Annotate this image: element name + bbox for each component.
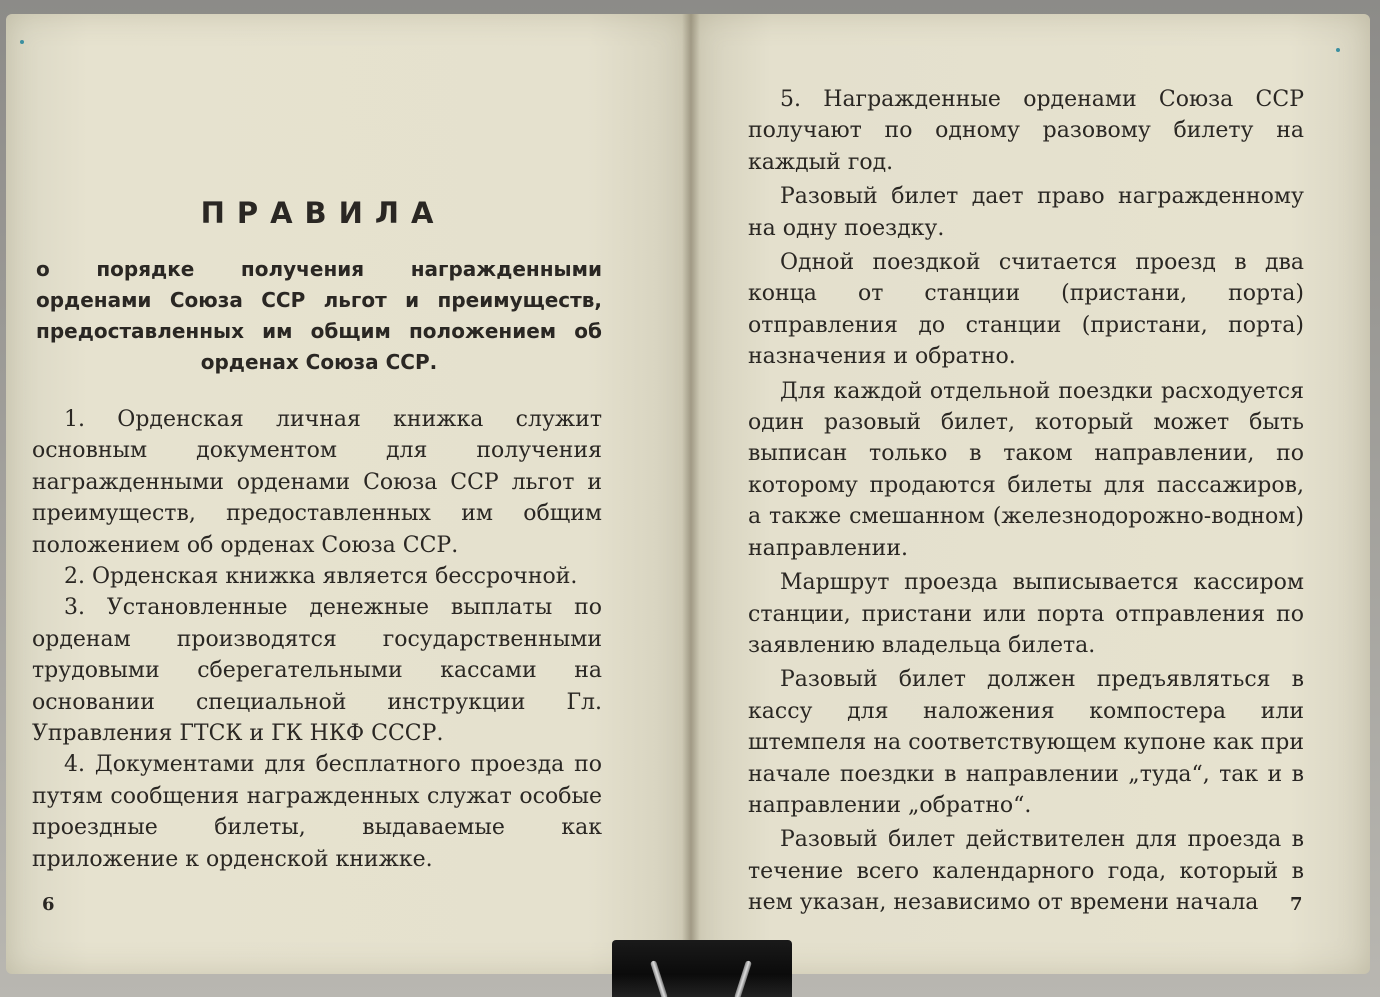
left-page-body [32, 404, 602, 875]
right-page [690, 14, 1370, 974]
paragraph: 5. Награжденные орденами Союза ССР получают по одному разовому билету на каждый год. [748, 87, 1304, 175]
ink-dot [20, 40, 24, 44]
paragraph: 2. Орденская книжка является бессрочной. [64, 564, 578, 590]
page-number-right: 7 [1290, 894, 1303, 915]
ink-dot [1336, 48, 1340, 52]
page-number-left: 6 [42, 894, 55, 915]
binder-clip [612, 940, 792, 997]
page-title: ПРАВИЛА [200, 196, 446, 230]
paragraph: 4. Документами для бесплатного проезда по путям сообщения награжденных служат особые проездные билеты, выдаваемые как приложение к орденской книжке. [32, 752, 602, 872]
paragraph: Одной поездкой считается проезд в два конца от станции (пристани, порта) отправления до станции (пристани, порта) назначения и обратно. [748, 250, 1304, 370]
paragraph: Маршрут проезда выписывается кассиром станции, пристани или порта отправления по заявлению владельца билета. [748, 570, 1304, 658]
left-page [6, 14, 690, 974]
clip-wire-left [650, 960, 668, 997]
paragraph: Разовый билет должен предъявляться в кассу для наложения компостера или штемпеля на соответствующем купоне как при начале поездки в направлении „туда“, так и в направлении „обратно“. [748, 667, 1304, 818]
paragraph: Для каждой отдельной поездки расходуется один разовый билет, который может быть выписан только в таком направлении, по которому продаются билеты для пассажиров, а также смешанном (железнодорожно-водном) направлении. [748, 378, 1304, 561]
book-spine-gutter [682, 14, 700, 974]
paragraph: 1. Орденская личная книжка служит основным документом для получения награжденными орденами Союза ССР льгот и преимуществ, предоставленных им общим положением об орденах Союза ССР. [32, 407, 602, 558]
right-page-body [748, 84, 1304, 919]
clip-wire-right [734, 960, 752, 997]
paragraph: Разовый билет действителен для проезда в течение всего календарного года, который в нем указан, независимо от времени начала [748, 827, 1304, 916]
paragraph: Разовый билет дает право награжденному на одну поездку. [748, 184, 1304, 241]
rules-subtitle: о порядке получения награжденными орденами Союза ССР льгот и преимуществ, предоставленных им общим положением об орденах Союза ССР. [36, 257, 602, 374]
paragraph: 3. Установленные денежные выплаты по орденам производятся государственными трудовыми сберегательными кассами на основании специальной инструкции Гл. Управления ГТСК и ГК НКФ СССР. [32, 595, 602, 747]
